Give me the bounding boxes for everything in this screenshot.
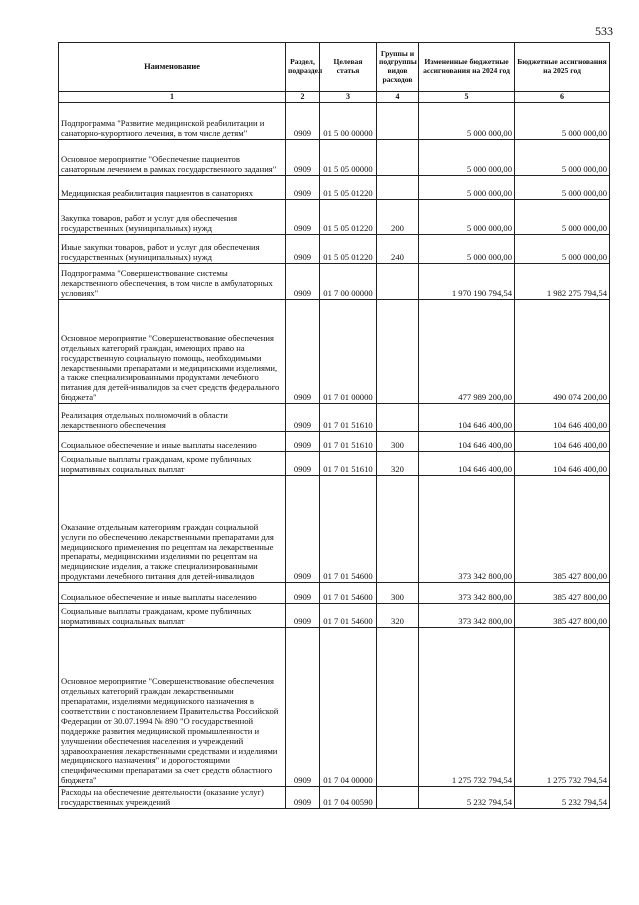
row-name: Социальные выплаты гражданам, кроме публичных нормативных социальных выплат (59, 452, 286, 476)
row-section: 0909 (286, 200, 320, 235)
row-2025: 1 275 732 794,54 (515, 628, 610, 787)
row-2024: 373 342 800,00 (419, 604, 515, 628)
table-row (59, 604, 610, 628)
row-group: 300 (377, 432, 419, 452)
row-section: 0909 (286, 404, 320, 432)
row-name: Социальное обеспечение и иные выплаты населению (59, 432, 286, 452)
row-2024: 373 342 800,00 (419, 476, 515, 583)
row-name: Основное мероприятие "Совершенствование обеспечения отдельных категорий граждан, имеющих право на государственную социальную помощь, необходимыми лекарственными препаратами и медицинскими изделиями, а также специализированными продуктами лечебного питания для детей-инвалидов за счет средств федерального бюджета" (59, 300, 286, 404)
row-2025: 1 982 275 794,54 (515, 264, 610, 300)
column-numbers-row (59, 92, 610, 103)
row-name: Основное мероприятие "Совершенствование обеспечения отдельных категорий граждан лекарственными препаратами, изделиями медицинского назначения в соответствии с постановлением Правительства Российской Федерации от 30.07.1994 № 890 "О государственной поддержке развития медицинской промышленности и улучшении обеспечения населения и учреждений здравоохранения лекарственными средствами и изделиями медицинского назначения" и дорогостоящими специфическими препаратами за счет средств областного бюджета" (59, 628, 286, 787)
row-section: 0909 (286, 264, 320, 300)
row-2024: 1 970 190 794,54 (419, 264, 515, 300)
budget-table (58, 42, 610, 809)
row-group (377, 176, 419, 200)
row-2024: 5 000 000,00 (419, 140, 515, 176)
row-2025: 5 000 000,00 (515, 200, 610, 235)
row-target: 01 7 04 00590 (320, 787, 377, 809)
row-target: 01 7 04 00000 (320, 628, 377, 787)
table-row (59, 200, 610, 235)
row-2024: 5 000 000,00 (419, 103, 515, 140)
row-group (377, 476, 419, 583)
row-group: 300 (377, 583, 419, 604)
column-number: 4 (377, 92, 419, 103)
row-name: Медицинская реабилитация пациентов в санаториях (59, 176, 286, 200)
row-group: 320 (377, 452, 419, 476)
header-groups: Группы и подгруппы видов расходов (377, 43, 419, 92)
row-2025: 104 646 400,00 (515, 432, 610, 452)
row-group (377, 404, 419, 432)
table-row (59, 787, 610, 809)
row-2024: 373 342 800,00 (419, 583, 515, 604)
table-row (59, 300, 610, 404)
row-name: Подпрограмма "Развитие медицинской реабилитации и санаторно-курортного лечения, в том числе детям" (59, 103, 286, 140)
page-number: 533 (595, 24, 613, 38)
table-row (59, 140, 610, 176)
row-2024: 104 646 400,00 (419, 404, 515, 432)
row-2025: 5 000 000,00 (515, 235, 610, 264)
header-name: Наименование (59, 43, 286, 92)
row-section: 0909 (286, 476, 320, 583)
row-2024: 104 646 400,00 (419, 432, 515, 452)
row-section: 0909 (286, 176, 320, 200)
row-2024: 477 989 200,00 (419, 300, 515, 404)
row-2025: 5 000 000,00 (515, 140, 610, 176)
row-target: 01 7 01 00000 (320, 300, 377, 404)
row-target: 01 7 01 51610 (320, 432, 377, 452)
row-name: Реализация отдельных полномочий в области лекарственного обеспечения (59, 404, 286, 432)
row-target: 01 7 00 00000 (320, 264, 377, 300)
table-row (59, 404, 610, 432)
row-section: 0909 (286, 452, 320, 476)
row-2025: 385 427 800,00 (515, 583, 610, 604)
row-section: 0909 (286, 628, 320, 787)
header-target: Целевая статья (320, 43, 377, 92)
row-group (377, 628, 419, 787)
row-2024: 5 000 000,00 (419, 235, 515, 264)
row-group (377, 264, 419, 300)
row-2024: 104 646 400,00 (419, 452, 515, 476)
table-row (59, 476, 610, 583)
row-2025: 104 646 400,00 (515, 404, 610, 432)
row-name: Основное мероприятие "Обеспечение пациентов санаторным лечением в рамках государственного задания" (59, 140, 286, 176)
row-group: 240 (377, 235, 419, 264)
table-row (59, 235, 610, 264)
row-target: 01 5 05 01220 (320, 235, 377, 264)
row-target: 01 7 01 51610 (320, 404, 377, 432)
row-target: 01 5 05 00000 (320, 140, 377, 176)
column-number: 1 (59, 92, 286, 103)
row-group (377, 787, 419, 809)
table-row (59, 583, 610, 604)
row-target: 01 5 05 01220 (320, 200, 377, 235)
row-target: 01 7 01 51610 (320, 452, 377, 476)
row-group (377, 300, 419, 404)
row-name: Расходы на обеспечение деятельности (оказание услуг) государственных учреждений (59, 787, 286, 809)
row-name: Подпрограмма "Совершенствование системы лекарственного обеспечения, в том числе в амбулаторных условиях" (59, 264, 286, 300)
table-row (59, 176, 610, 200)
row-name: Иные закупки товаров, работ и услуг для обеспечения государственных (муниципальных) нужд (59, 235, 286, 264)
header-2025: Бюджетные ассигнования на 2025 год (515, 43, 610, 92)
row-section: 0909 (286, 103, 320, 140)
row-group: 200 (377, 200, 419, 235)
row-group (377, 103, 419, 140)
table-row (59, 452, 610, 476)
row-name: Закупка товаров, работ и услуг для обеспечения государственных (муниципальных) нужд (59, 200, 286, 235)
row-2025: 5 000 000,00 (515, 103, 610, 140)
row-2025: 385 427 800,00 (515, 476, 610, 583)
header-row (59, 43, 610, 92)
row-group: 320 (377, 604, 419, 628)
column-number: 3 (320, 92, 377, 103)
row-name: Социальное обеспечение и иные выплаты населению (59, 583, 286, 604)
column-number: 2 (286, 92, 320, 103)
row-target: 01 7 01 54600 (320, 604, 377, 628)
column-number: 6 (515, 92, 610, 103)
table-row (59, 103, 610, 140)
row-2024: 1 275 732 794,54 (419, 628, 515, 787)
row-name: Социальные выплаты гражданам, кроме публичных нормативных социальных выплат (59, 604, 286, 628)
row-2025: 385 427 800,00 (515, 604, 610, 628)
row-2024: 5 000 000,00 (419, 176, 515, 200)
header-2024: Измененные бюджетные ассигнования на 2024 год (419, 43, 515, 92)
row-section: 0909 (286, 604, 320, 628)
row-2025: 5 232 794,54 (515, 787, 610, 809)
row-2025: 490 074 200,00 (515, 300, 610, 404)
row-2025: 5 000 000,00 (515, 176, 610, 200)
row-2024: 5 000 000,00 (419, 200, 515, 235)
row-name: Оказание отдельным категориям граждан социальной услуги по обеспечению лекарственными препаратами для медицинского применения по рецептам на лекарственные препараты, медицинскими изделиями по рецептам на медицинские изделия, а также специализированными продуктами лечебного питания для детей-инвалидов (59, 476, 286, 583)
column-number: 5 (419, 92, 515, 103)
table-row (59, 432, 610, 452)
row-target: 01 7 01 54600 (320, 583, 377, 604)
row-section: 0909 (286, 300, 320, 404)
row-target: 01 5 05 01220 (320, 176, 377, 200)
row-section: 0909 (286, 432, 320, 452)
row-section: 0909 (286, 235, 320, 264)
table-row (59, 264, 610, 300)
row-target: 01 5 00 00000 (320, 103, 377, 140)
row-group (377, 140, 419, 176)
row-section: 0909 (286, 583, 320, 604)
row-section: 0909 (286, 140, 320, 176)
table-row (59, 628, 610, 787)
row-2024: 5 232 794,54 (419, 787, 515, 809)
row-section: 0909 (286, 787, 320, 809)
header-section: Раздел, подраздел (286, 43, 320, 92)
row-2025: 104 646 400,00 (515, 452, 610, 476)
row-target: 01 7 01 54600 (320, 476, 377, 583)
